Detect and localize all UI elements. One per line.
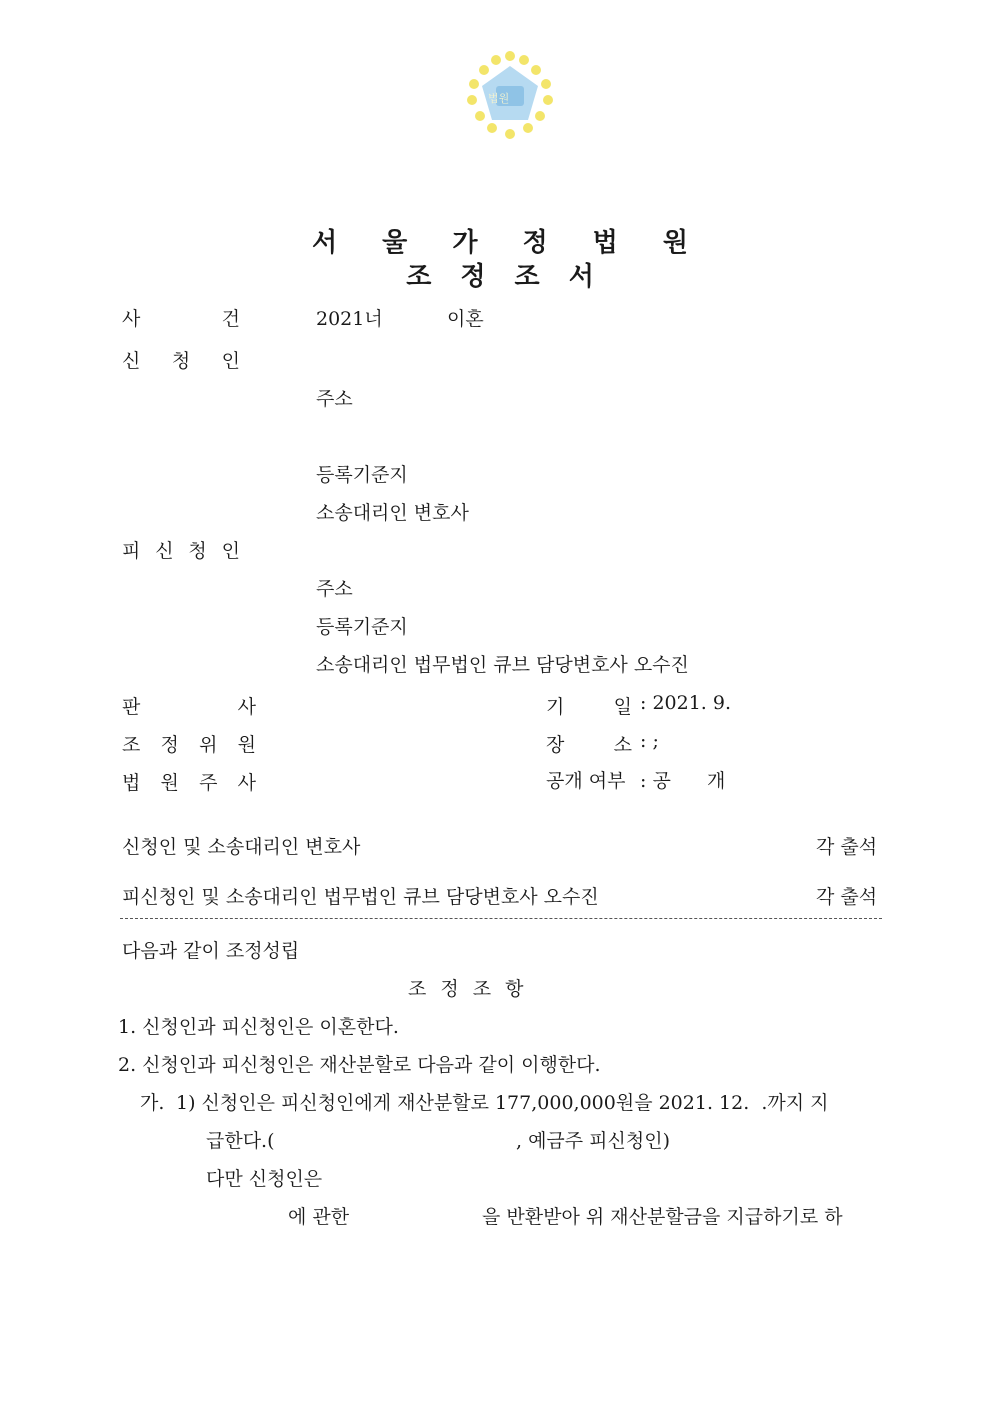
term-1: 1. 신청인과 피신청인은 이혼한다. <box>118 1016 399 1038</box>
court-name: 서 울 가 정 법 원 <box>312 228 706 258</box>
attendance-status-1: 각 출석 <box>816 836 878 858</box>
term-ga1-continued-b: , 예금주 피신청인) <box>516 1130 671 1152</box>
term-ga1-last-a: 에 관한 <box>288 1206 350 1228</box>
applicant-counsel: 소송대리인 변호사 <box>316 502 469 524</box>
term-ga1-proviso: 다만 신청인은 <box>206 1168 323 1190</box>
date-value: : 2021. 9. <box>640 692 732 714</box>
case-number: 2021너 <box>316 308 383 330</box>
seal-text: 법원 <box>488 92 510 105</box>
respondent-registry-label: 등록기준지 <box>316 616 408 638</box>
case-type: 이혼 <box>447 308 484 330</box>
term-ga-marker: 가. <box>140 1092 165 1114</box>
case-label: 사 건 <box>122 308 240 330</box>
respondent-counsel: 소송대리인 법무법인 큐브 담당변호사 오수진 <box>316 654 689 676</box>
judge-label: 판 사 <box>122 696 256 718</box>
respondent-label: 피 신 청 인 <box>122 540 240 562</box>
dashed-divider <box>120 918 882 919</box>
applicant-registry-label: 등록기준지 <box>316 464 408 486</box>
term-ga1-last-b: 을 반환받아 위 재산분할금을 지급하기로 하 <box>482 1206 843 1228</box>
court-seal-icon <box>462 46 558 142</box>
date-label: 기 일 <box>546 696 632 718</box>
mediation-intro: 다음과 같이 조정성립 <box>122 940 300 962</box>
attendance-status-2: 각 출석 <box>816 886 878 908</box>
clerk-label: 법 원 주 사 <box>122 772 256 794</box>
attendance-party-1: 신청인 및 소송대리인 변호사 <box>122 836 361 858</box>
mediator-label: 조 정 위 원 <box>122 734 256 756</box>
term-ga1-text: 1) 신청인은 피신청인에게 재산분할로 177,000,000원을 2021. 12. .까지 지 <box>176 1092 829 1114</box>
applicant-address-label: 주소 <box>316 388 353 410</box>
attendance-party-2: 피신청인 및 소송대리인 법무법인 큐브 담당변호사 오수진 <box>122 886 599 908</box>
applicant-label: 신 청 인 <box>122 350 240 372</box>
term-ga1-continued-a: 급한다.( <box>206 1130 275 1152</box>
public-label: 공개 여부 <box>546 770 626 792</box>
place-value: : ; <box>640 730 659 752</box>
document-title: 조 정 조 서 <box>406 262 604 292</box>
place-label: 장 소 <box>546 734 632 756</box>
terms-heading: 조 정 조 항 <box>408 978 528 1000</box>
term-2: 2. 신청인과 피신청인은 재산분할로 다음과 같이 이행한다. <box>118 1054 601 1076</box>
public-value: : 공 개 <box>640 770 726 792</box>
respondent-address-label: 주소 <box>316 578 353 600</box>
